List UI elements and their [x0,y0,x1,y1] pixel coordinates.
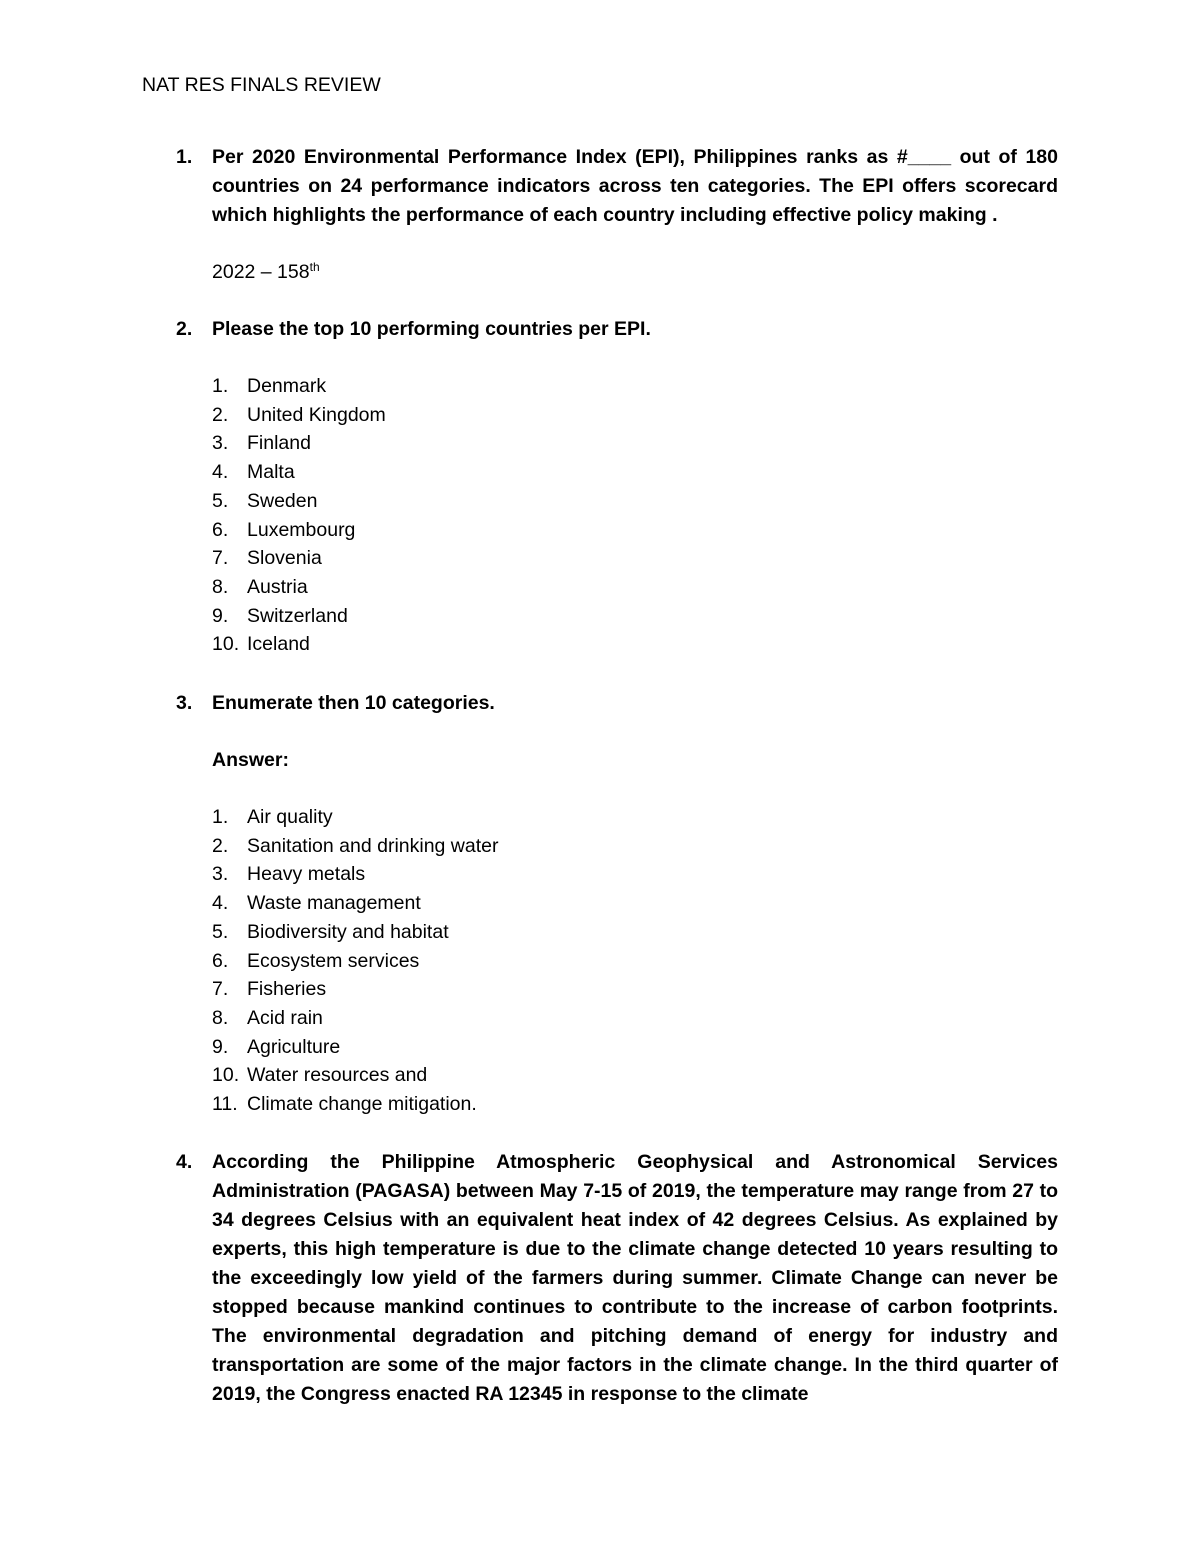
list-item-text: Malta [247,461,295,484]
question-number: 4. [176,1151,193,1173]
list-item [212,1090,499,1119]
list-item [212,975,499,1004]
list-item-number: 2. [212,403,229,426]
question-text: Please the top 10 performing countries per EPI. [212,318,651,340]
list-item [212,516,386,545]
list-item [212,1004,499,1033]
list-item-number: 1. [212,375,229,397]
list-item-number: 7. [212,978,229,1001]
list-item [212,602,386,631]
list-item-number: 10. [212,1064,240,1087]
list-item [212,1033,499,1062]
list-item [212,372,386,401]
list-item-number: 5. [212,920,229,943]
list-item [212,1061,499,1090]
list-item [212,573,386,602]
question-text: Per 2020 Environmental Performance Index (EPI), Philippines ranks as #____ out of 180 countries on 24 performance indicators across ten categories. The EPI offers scorecard which highlights the performance of each country including effective policy making . [212,146,1058,226]
list-item [212,832,499,861]
list-item [212,487,386,516]
question-text: According the Philippine Atmospheric Geophysical and Astronomical Services Administration (PAGASA) between May 7-15 of 2019, the temperature may range from 27 to 34 degrees Celsius with an equivalent heat index of 42 degrees Celsius. As explained by experts, this high temperature is due to the climate change detected 10 years resulting to the exceedingly low yield of the farmers during summer. Climate Change can never be stopped because mankind continues to contribute to the increase of carbon footprints. The environmental degradation and pitching demand of energy for industry and transportation are some of the major factors in the climate change. In the third quarter of 2019, the Congress enacted RA 12345 in response to the climate [212,1151,1058,1405]
list-item [212,401,386,430]
list-item [212,860,499,889]
question-1 [176,143,1058,230]
list-item-text: Luxembourg [247,518,356,541]
list-item-number: 6. [212,518,229,541]
list-item-number: 9. [212,604,229,627]
list-item-number: 1. [212,806,229,828]
list-item [212,947,499,976]
list-item-text: Austria [247,575,308,598]
countries-list [212,372,386,659]
list-item-text: Iceland [247,633,310,656]
list-item-number: 4. [212,461,229,484]
list-item-text: Switzerland [247,604,348,627]
answer-rank-superscript: th [309,260,320,274]
answer-label: Answer: [212,749,289,771]
list-item-text: Denmark [247,375,327,397]
list-item [212,803,499,832]
question-text: Enumerate then 10 categories. [212,692,495,714]
list-item [212,544,386,573]
list-item-number: 4. [212,892,229,915]
question-4 [176,1148,1058,1409]
list-item [212,630,386,659]
list-item-number: 6. [212,949,229,972]
list-item-number: 11. [212,1093,238,1116]
document-title: NAT RES FINALS REVIEW [142,74,381,96]
list-item-text: Water resources and [247,1064,428,1087]
list-item-text: Ecosystem services [247,949,420,972]
list-item-text: Acid rain [247,1006,323,1029]
list-item [212,458,386,487]
list-item [212,429,386,458]
list-item-text: Fisheries [247,978,327,1001]
question-3 [176,689,1058,718]
question-number: 1. [176,146,193,168]
list-item-text: Sweden [247,489,318,512]
list-item-text: Sanitation and drinking water [247,834,499,857]
list-item-text: Agriculture [247,1035,341,1058]
list-item-text: Biodiversity and habitat [247,920,449,943]
list-item-text: Finland [247,432,311,455]
list-item-number: 5. [212,489,229,512]
categories-list [212,803,499,1119]
list-item-number: 9. [212,1035,229,1058]
list-item [212,889,499,918]
list-item-text: Heavy metals [247,863,366,886]
list-item-number: 7. [212,547,229,570]
list-item-number: 3. [212,432,229,455]
list-item-text: Waste management [247,892,421,915]
list-item-text: Air quality [247,806,333,828]
list-item-number: 2. [212,834,229,857]
list-item-number: 10. [212,633,240,656]
list-item [212,918,499,947]
question-number: 2. [176,318,193,340]
list-item-text: Slovenia [247,547,322,570]
list-item-text: United Kingdom [247,403,386,426]
answer-rank-text: 2022 – 158 [212,261,310,283]
question-2 [176,315,1058,344]
question-number: 3. [176,692,193,714]
list-item-number: 8. [212,575,229,598]
list-item-text: Climate change mitigation. [247,1093,477,1116]
list-item-number: 8. [212,1006,229,1029]
answer-rank [212,258,320,287]
list-item-number: 3. [212,863,229,886]
